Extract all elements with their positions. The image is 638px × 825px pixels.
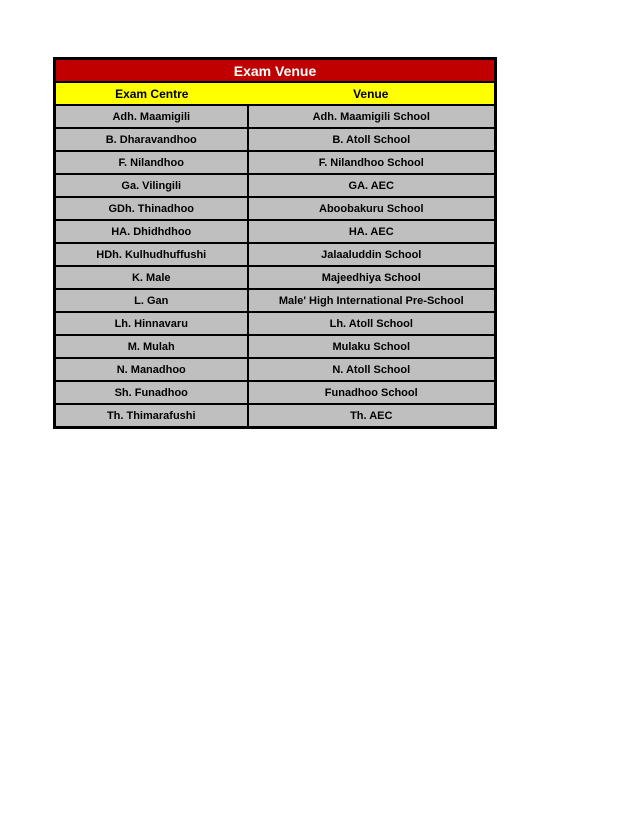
venue-cell: F. Nilandhoo School: [248, 151, 496, 174]
table-row: [55, 174, 496, 197]
venue-cell: Adh. Maamigili School: [248, 105, 496, 128]
column-header-exam-centre: Exam Centre: [55, 82, 248, 105]
venue-cell: HA. AEC: [248, 220, 496, 243]
exam-centre-cell: Th. Thimarafushi: [55, 404, 248, 428]
exam-centre-cell: GDh. Thinadhoo: [55, 197, 248, 220]
table-row: [55, 243, 496, 266]
venue-cell: B. Atoll School: [248, 128, 496, 151]
table-row: [55, 266, 496, 289]
table-row: [55, 105, 496, 128]
header-row: [55, 82, 496, 105]
venue-cell: Jalaaluddin School: [248, 243, 496, 266]
table-body: [55, 105, 496, 428]
exam-centre-cell: N. Manadhoo: [55, 358, 248, 381]
table-row: [55, 197, 496, 220]
table-row: [55, 335, 496, 358]
exam-centre-cell: F. Nilandhoo: [55, 151, 248, 174]
venue-cell: N. Atoll School: [248, 358, 496, 381]
table-title: Exam Venue: [55, 59, 496, 83]
venue-cell: Male' High International Pre-School: [248, 289, 496, 312]
table-row: [55, 151, 496, 174]
table-row: [55, 381, 496, 404]
venue-cell: Th. AEC: [248, 404, 496, 428]
exam-centre-cell: Lh. Hinnavaru: [55, 312, 248, 335]
table-row: [55, 358, 496, 381]
table-row: [55, 128, 496, 151]
table-row: [55, 289, 496, 312]
exam-centre-cell: Sh. Funadhoo: [55, 381, 248, 404]
venue-cell: Mulaku School: [248, 335, 496, 358]
table-row: [55, 312, 496, 335]
venue-cell: Majeedhiya School: [248, 266, 496, 289]
exam-centre-cell: M. Mulah: [55, 335, 248, 358]
exam-venue-table: [53, 57, 497, 429]
table-row: [55, 220, 496, 243]
exam-centre-cell: L. Gan: [55, 289, 248, 312]
venue-cell: Funadhoo School: [248, 381, 496, 404]
venue-cell: Lh. Atoll School: [248, 312, 496, 335]
title-row: [55, 59, 496, 83]
exam-centre-cell: HA. Dhidhdhoo: [55, 220, 248, 243]
venue-cell: GA. AEC: [248, 174, 496, 197]
exam-centre-cell: HDh. Kulhudhuffushi: [55, 243, 248, 266]
table-row: [55, 404, 496, 428]
exam-centre-cell: Ga. Vilingili: [55, 174, 248, 197]
venue-cell: Aboobakuru School: [248, 197, 496, 220]
exam-centre-cell: Adh. Maamigili: [55, 105, 248, 128]
column-header-venue: Venue: [248, 82, 496, 105]
exam-centre-cell: K. Male: [55, 266, 248, 289]
exam-centre-cell: B. Dharavandhoo: [55, 128, 248, 151]
